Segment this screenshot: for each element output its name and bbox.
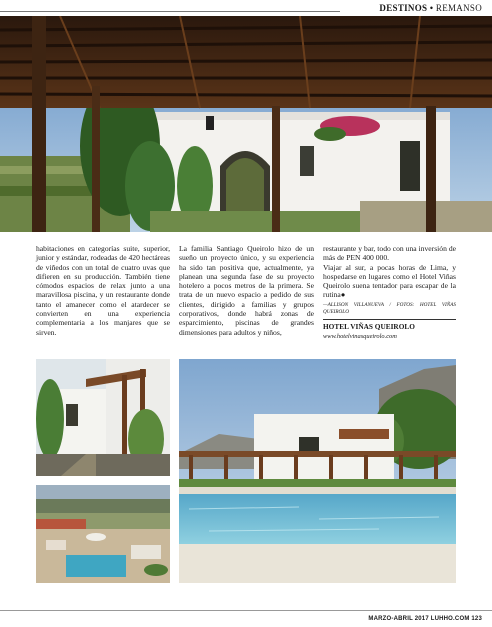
hotel-url[interactable]: www.hotelvinasqueirolo.com — [323, 333, 397, 341]
section-title: DESTINOS • REMANSO — [379, 3, 482, 13]
text-column-1 — [36, 244, 170, 337]
section-name: DESTINOS — [379, 3, 428, 13]
hotel-name: HOTEL VIÑAS QUEIROLO — [323, 319, 456, 331]
column-3-text-1: restaurante y bar, todo con una inversión de más de PEN 400 000. — [323, 244, 456, 263]
footer-rule — [0, 610, 492, 611]
page-footer: MARZO-ABRIL 2017 LUHHO.COM 123 — [368, 616, 482, 622]
end-mark-icon: ● — [340, 290, 346, 300]
section-subname: REMANSO — [435, 3, 482, 13]
column-1-text: habitaciones en categorías suite, superior, junior y estándar, rodeadas de 420 hectáreas de viñedos con un total de cuatro uvas que difieren en su producción. También tiene cómodos espacios de relax junto a una maravillosa piscina, y un restaurante donde tanto el amanecer como el atardecer se convierten en una experiencia complementaria a los manjares que se sirven. — [36, 244, 171, 337]
pool-photo — [179, 359, 456, 583]
header-rule — [0, 11, 340, 12]
corridor-photo — [36, 359, 170, 476]
column-2-text: La familia Santiago Queirolo hizo de un sueño un proyecto único, y su experiencia ha sido tan positiva que, actualmente, ya planean una segunda fase de su proyecto hotelero a pocos metros de la primera. Se trata de un nuevo espacio a pedido de sus clientes, dirigido a familias y grupos corporativos, donde habrá zonas de esparcimiento, piscinas de grandes dimensiones para adultos y niños, — [179, 244, 314, 337]
text-column-3 — [323, 244, 456, 341]
aerial-pool-photo — [36, 485, 170, 583]
photo-credit: —ALLISON VILLANUEVA / FOTOS: HOTEL VIÑAS QUEIROLO — [323, 301, 456, 315]
text-column-2 — [179, 244, 314, 337]
column-3-text-2: Viajar al sur, a pocas horas de Lima, y hospedarse en lugares como el Hotel Viñas Queirolo suena tentador para escapar de la rutina — [323, 262, 456, 300]
hero-photo — [0, 16, 492, 232]
